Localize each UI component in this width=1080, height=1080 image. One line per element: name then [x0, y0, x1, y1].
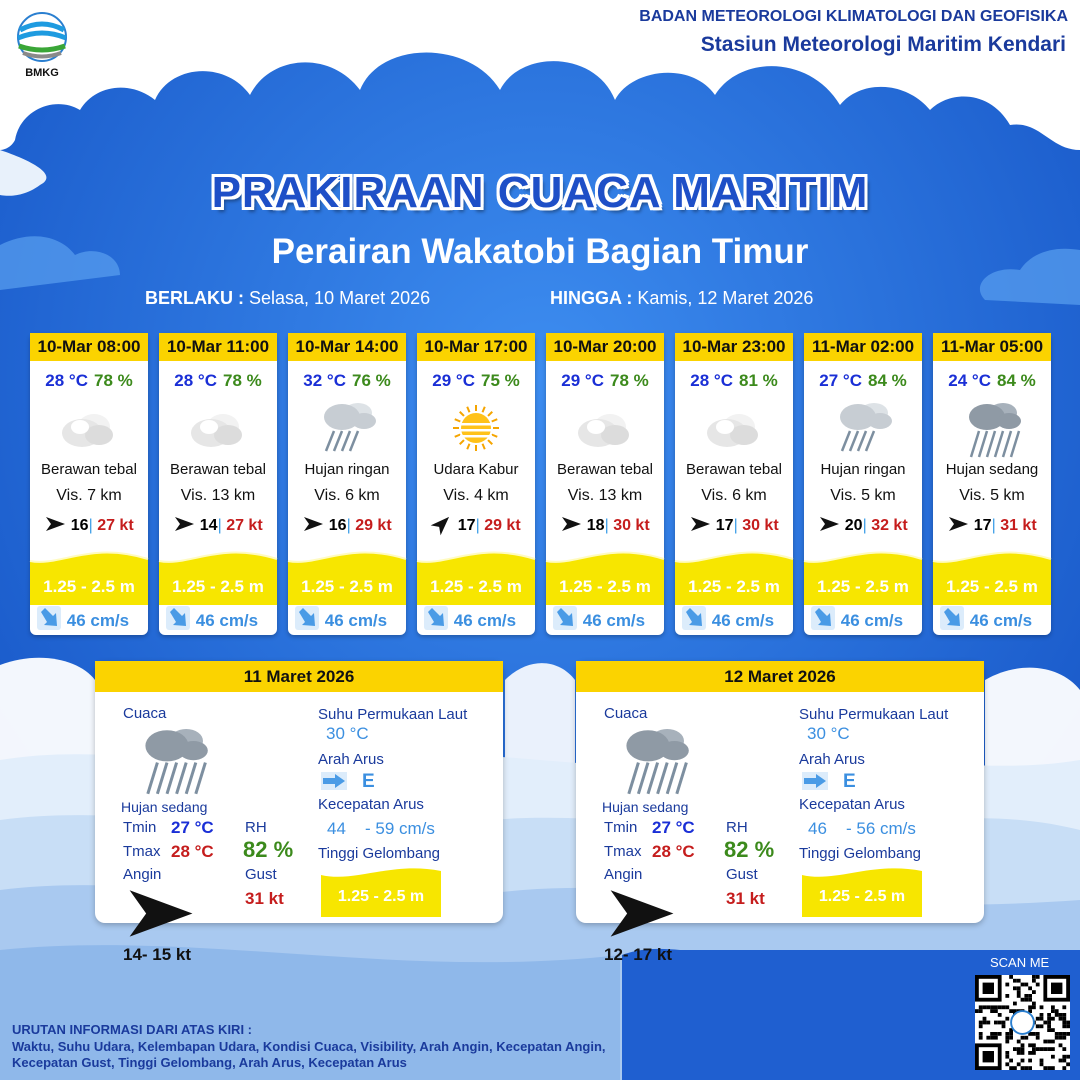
wind-label: Angin	[604, 866, 643, 883]
forecast-temp: 29 °C	[561, 371, 604, 390]
rh-label: RH	[245, 819, 267, 836]
rh-value: 82 %	[724, 837, 775, 862]
cloud-icon	[570, 397, 640, 459]
forecast-temp: 27 °C	[819, 371, 862, 390]
daily-date: 12 Maret 2026	[576, 661, 984, 692]
forecast-condition: Udara Kabur	[433, 461, 519, 478]
tmin-value: 27 °C	[652, 818, 695, 837]
current-direction-icon	[552, 611, 578, 630]
wind-direction-icon	[123, 925, 196, 944]
wind-speed: 18	[586, 517, 605, 534]
gust-speed: 30 kt	[613, 517, 650, 534]
valid-to-value: Kamis, 12 Maret 2026	[637, 288, 814, 308]
wave-height: 1.25 - 2.5 m	[688, 577, 780, 596]
forecast-temp: 24 °C	[948, 371, 991, 390]
current-speed: 46 cm/s	[582, 611, 646, 630]
current-speed-max: - 56 cm/s	[846, 819, 916, 838]
forecast-condition: Hujan ringan	[304, 461, 390, 478]
wind-direction-icon	[604, 925, 677, 944]
org-name: BADAN METEOROLOGI KLIMATOLOGI DAN GEOFISIKA	[639, 8, 1068, 25]
forecast-time: 10-Mar 17:00	[417, 333, 535, 361]
wind-speed: 16	[70, 517, 89, 534]
wind-range: 12- 17 kt	[604, 944, 673, 964]
cloud-icon	[183, 397, 253, 459]
current-direction-icon	[423, 611, 449, 630]
wave-label: Tinggi Gelombang	[799, 845, 922, 862]
info-title: URUTAN INFORMASI DARI ATAS KIRI :	[12, 1022, 252, 1037]
moderate-rain-icon	[131, 721, 215, 797]
forecast-temp: 28 °C	[174, 371, 217, 390]
forecast-condition: Berawan tebal	[686, 461, 782, 478]
tmax-label: Tmax	[604, 843, 642, 860]
forecast-condition: Berawan tebal	[557, 461, 653, 478]
forecast-rh: 78 %	[609, 371, 649, 390]
wind-speed: 17	[457, 517, 476, 534]
forecast-temp: 29 °C	[432, 371, 475, 390]
wind-direction-icon	[173, 517, 195, 534]
weather-label: Cuaca	[604, 705, 648, 722]
current-speed-label: Kecepatan Arus	[799, 796, 905, 813]
wind-separator: |	[217, 517, 222, 534]
forecast-visibility: Vis. 5 km	[959, 487, 1025, 504]
bmkg-logo	[12, 10, 72, 80]
forecast-card	[804, 333, 922, 635]
forecast-temp: 28 °C	[45, 371, 88, 390]
daily-date: 11 Maret 2026	[95, 661, 503, 692]
wind-direction-icon	[431, 517, 453, 534]
wave-height: 1.25 - 2.5 m	[337, 888, 425, 905]
wind-direction-icon	[947, 517, 969, 534]
forecast-rh: 81 %	[738, 371, 778, 390]
rh-value: 82 %	[243, 837, 294, 862]
current-speed: 46 cm/s	[711, 611, 775, 630]
wind-separator: |	[475, 517, 480, 534]
wave-height: 1.25 - 2.5 m	[172, 577, 264, 596]
weather-label: Cuaca	[123, 705, 167, 722]
tmax-value: 28 °C	[171, 842, 214, 861]
wind-direction-icon	[560, 517, 582, 534]
gust-speed: 27 kt	[226, 517, 263, 534]
gust-value: 31 kt	[245, 889, 284, 908]
forecast-card	[546, 333, 664, 635]
wave-height: 1.25 - 2.5 m	[818, 888, 906, 905]
forecast-temp: 32 °C	[303, 371, 346, 390]
light-rain-icon	[312, 397, 382, 459]
gust-label: Gust	[245, 866, 277, 883]
forecast-time: 10-Mar 20:00	[546, 333, 664, 361]
valid-from-value: Selasa, 10 Maret 2026	[249, 288, 431, 308]
current-speed-min: 46	[808, 819, 827, 838]
sst-label: Suhu Permukaan Laut	[799, 706, 949, 723]
wind-speed: 20	[844, 517, 863, 534]
weather-condition: Hujan sedang	[602, 799, 689, 815]
current-speed: 46 cm/s	[66, 611, 130, 630]
valid-to-label: HINGGA :	[550, 288, 633, 308]
forecast-rh: 84 %	[996, 371, 1036, 390]
current-direction-icon	[939, 611, 965, 630]
forecast-card	[675, 333, 793, 635]
valid-to	[550, 288, 813, 309]
tmax-label: Tmax	[123, 843, 161, 860]
wind-separator: |	[733, 517, 738, 534]
forecast-condition: Hujan sedang	[945, 461, 1039, 478]
current-speed-label: Kecepatan Arus	[318, 796, 424, 813]
forecast-visibility: Vis. 6 km	[701, 487, 767, 504]
current-direction-label: Arah Arus	[799, 751, 865, 768]
gust-speed: 31 kt	[1000, 517, 1037, 534]
valid-from-label: BERLAKU :	[145, 288, 244, 308]
forecast-card	[30, 333, 148, 635]
sst-value: 30 °C	[807, 724, 850, 743]
current-speed: 46 cm/s	[840, 611, 904, 630]
forecast-visibility: Vis. 5 km	[830, 487, 896, 504]
forecast-time: 10-Mar 08:00	[30, 333, 148, 361]
forecast-visibility: Vis. 13 km	[180, 487, 256, 504]
info-text: Waktu, Suhu Udara, Kelembapan Udara, Kondisi Cuaca, Visibility, Arah Angin, Kecepatan Angin, Kecepatan Gust, Tinggi Gelombang, Arah Arus, Kecepatan Arus	[12, 1039, 606, 1070]
valid-from	[145, 288, 430, 309]
current-speed: 46 cm/s	[453, 611, 517, 630]
weather-condition: Hujan sedang	[121, 799, 208, 815]
tmin-value: 27 °C	[171, 818, 214, 837]
wind-range: 14- 15 kt	[123, 944, 192, 964]
tmin-label: Tmin	[604, 819, 638, 836]
wind-speed: 16	[328, 517, 347, 534]
current-direction-value: E	[843, 771, 856, 792]
wave-height: 1.25 - 2.5 m	[430, 577, 522, 596]
gust-value: 31 kt	[726, 889, 765, 908]
forecast-time: 10-Mar 11:00	[159, 333, 277, 361]
wave-height: 1.25 - 2.5 m	[301, 577, 393, 596]
current-direction-icon	[294, 611, 320, 630]
forecast-card	[288, 333, 406, 635]
haze-icon	[441, 397, 511, 459]
gust-speed: 32 kt	[871, 517, 908, 534]
moderate-rain-icon	[612, 721, 696, 797]
current-speed: 46 cm/s	[324, 611, 388, 630]
forecast-time: 10-Mar 23:00	[675, 333, 793, 361]
forecast-time: 10-Mar 14:00	[288, 333, 406, 361]
forecast-condition: Berawan tebal	[41, 461, 137, 478]
wave-label: Tinggi Gelombang	[318, 845, 441, 862]
current-direction-icon	[681, 611, 707, 630]
forecast-visibility: Vis. 6 km	[314, 487, 380, 504]
moderate-rain-icon	[957, 397, 1027, 459]
wind-separator: |	[604, 517, 609, 534]
wave-height: 1.25 - 2.5 m	[817, 577, 909, 596]
gust-speed: 29 kt	[355, 517, 392, 534]
arrow-right-icon	[321, 772, 347, 790]
forecast-temp: 28 °C	[690, 371, 733, 390]
current-speed: 46 cm/s	[195, 611, 259, 630]
forecast-card	[417, 333, 535, 635]
forecast-card	[933, 333, 1051, 635]
arrow-right-icon	[802, 772, 828, 790]
current-speed-max: - 59 cm/s	[365, 819, 435, 838]
wind-direction-icon	[818, 517, 840, 534]
wind-separator: |	[862, 517, 867, 534]
forecast-time: 11-Mar 05:00	[933, 333, 1051, 361]
wind-direction-icon	[689, 517, 711, 534]
cloud-icon	[699, 397, 769, 459]
current-speed: 46 cm/s	[969, 611, 1033, 630]
wind-separator: |	[991, 517, 996, 534]
forecast-visibility: Vis. 4 km	[443, 487, 509, 504]
qr-code[interactable]	[975, 975, 1070, 1070]
rh-label: RH	[726, 819, 748, 836]
gust-speed: 27 kt	[97, 517, 134, 534]
forecast-rh: 76 %	[351, 371, 391, 390]
current-direction-icon	[810, 611, 836, 630]
daily-panel	[95, 661, 503, 964]
wind-label: Angin	[123, 866, 162, 883]
forecast-rh: 75 %	[480, 371, 520, 390]
forecast-visibility: Vis. 7 km	[56, 487, 122, 504]
gust-label: Gust	[726, 866, 758, 883]
forecast-rh: 78 %	[222, 371, 262, 390]
wave-height: 1.25 - 2.5 m	[559, 577, 651, 596]
wind-speed: 14	[199, 517, 218, 534]
wind-separator: |	[346, 517, 351, 534]
gust-speed: 30 kt	[742, 517, 779, 534]
wave-height: 1.25 - 2.5 m	[43, 577, 135, 596]
cloud-icon	[54, 397, 124, 459]
wind-speed: 17	[973, 517, 992, 534]
forecast-rh: 78 %	[93, 371, 133, 390]
sst-value: 30 °C	[326, 724, 369, 743]
forecast-rh: 84 %	[867, 371, 907, 390]
station-name: Stasiun Meteorologi Maritim Kendari	[700, 33, 1066, 56]
sst-label: Suhu Permukaan Laut	[318, 706, 468, 723]
wind-direction-icon	[44, 517, 66, 534]
logo-text: BMKG	[25, 67, 59, 79]
wind-direction-icon	[302, 517, 324, 534]
current-direction-value: E	[362, 771, 375, 792]
current-speed-min: 44	[327, 819, 346, 838]
forecast-time: 11-Mar 02:00	[804, 333, 922, 361]
current-direction-icon	[165, 611, 191, 630]
forecast-visibility: Vis. 13 km	[567, 487, 643, 504]
tmin-label: Tmin	[123, 819, 157, 836]
wind-separator: |	[88, 517, 93, 534]
wave-height: 1.25 - 2.5 m	[946, 577, 1038, 596]
gust-speed: 29 kt	[484, 517, 521, 534]
current-direction-label: Arah Arus	[318, 751, 384, 768]
forecast-card	[159, 333, 277, 635]
forecast-condition: Hujan ringan	[820, 461, 906, 478]
scan-label: SCAN ME	[990, 955, 1050, 970]
page-title: PRAKIRAAN CUACA MARITIM	[211, 168, 869, 217]
page-subtitle: Perairan Wakatobi Bagian Timur	[271, 232, 809, 271]
forecast-condition: Berawan tebal	[170, 461, 266, 478]
daily-panel	[576, 661, 984, 964]
light-rain-icon	[828, 397, 898, 459]
current-direction-icon	[36, 611, 62, 630]
wind-speed: 17	[715, 517, 734, 534]
tmax-value: 28 °C	[652, 842, 695, 861]
